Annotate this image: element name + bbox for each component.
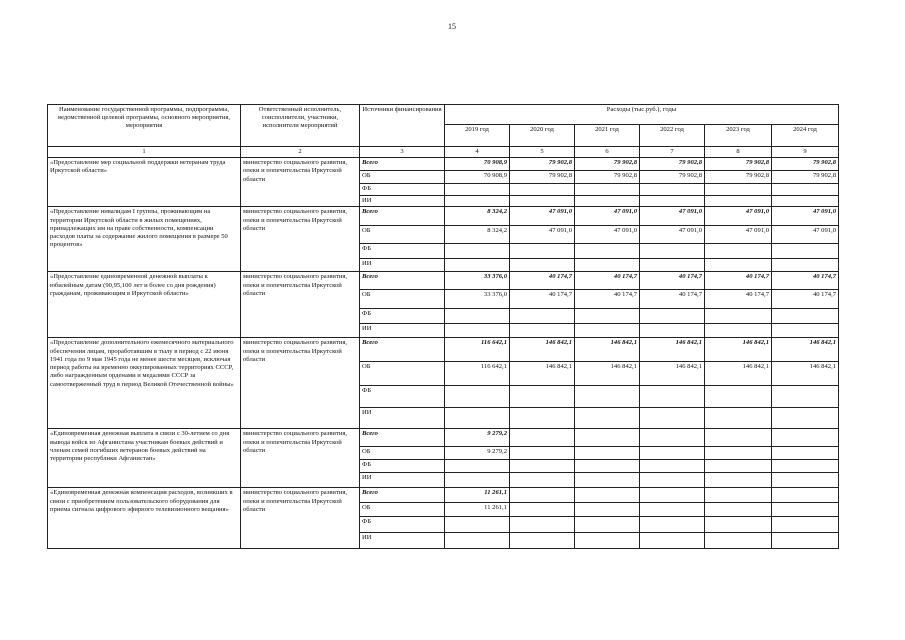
ii-value xyxy=(640,324,705,338)
ii-value xyxy=(772,533,839,549)
table-row xyxy=(48,429,839,447)
total-value: 146 842,1 xyxy=(575,338,640,362)
ii-value xyxy=(575,533,640,549)
total-value: 47 091,0 xyxy=(705,207,772,226)
ob-value xyxy=(510,447,575,460)
total-value xyxy=(575,429,640,447)
total-value xyxy=(575,488,640,503)
funding-source: ОБ xyxy=(360,503,445,517)
column-number: 1 xyxy=(48,147,241,158)
fb-value xyxy=(510,244,575,259)
ii-value xyxy=(510,324,575,338)
fb-value xyxy=(640,517,705,533)
ob-value: 11 261,1 xyxy=(445,503,510,517)
funding-source: Всего xyxy=(360,272,445,290)
total-value: 79 902,8 xyxy=(575,158,640,171)
ob-value: 79 902,8 xyxy=(640,171,705,184)
funding-source: Всего xyxy=(360,429,445,447)
ii-value xyxy=(575,196,640,207)
ii-value xyxy=(772,408,839,429)
fb-value xyxy=(705,460,772,473)
fb-value xyxy=(445,309,510,324)
ob-value: 146 842,1 xyxy=(640,362,705,386)
fb-value xyxy=(445,386,510,408)
fb-value xyxy=(510,517,575,533)
table-row xyxy=(48,207,839,226)
funding-source: ФБ xyxy=(360,244,445,259)
measure-name: «Предоставление мер социальной поддержки ветеранам труда Иркутской области» xyxy=(48,158,241,207)
ob-value: 47 091,0 xyxy=(510,226,575,244)
funding-source: ОБ xyxy=(360,171,445,184)
total-value: 79 902,8 xyxy=(640,158,705,171)
total-value: 146 842,1 xyxy=(705,338,772,362)
fb-value xyxy=(705,517,772,533)
total-value xyxy=(772,429,839,447)
funding-source: ОБ xyxy=(360,226,445,244)
ob-value: 40 174,7 xyxy=(640,290,705,309)
ob-value: 79 902,8 xyxy=(705,171,772,184)
fb-value xyxy=(510,460,575,473)
ob-value: 79 902,8 xyxy=(575,171,640,184)
total-value xyxy=(772,488,839,503)
total-value: 116 642,1 xyxy=(445,338,510,362)
ob-value: 33 376,0 xyxy=(445,290,510,309)
ii-value xyxy=(445,408,510,429)
header-expenses: Расходы (тыс.руб.), годы xyxy=(445,105,839,125)
total-value: 40 174,7 xyxy=(640,272,705,290)
total-value: 47 091,0 xyxy=(510,207,575,226)
ob-value xyxy=(772,447,839,460)
total-value: 79 902,8 xyxy=(772,158,839,171)
ob-value: 9 279,2 xyxy=(445,447,510,460)
funding-source: ФБ xyxy=(360,184,445,196)
ii-value xyxy=(510,408,575,429)
responsible-executor: министерство социального развития, опеки и попечительства Иркутской области xyxy=(241,429,360,488)
header-responsible: Ответственный исполнитель, соисполнители, участники, исполнители мероприятий xyxy=(241,105,360,147)
ii-value xyxy=(640,196,705,207)
total-value xyxy=(640,488,705,503)
column-number: 6 xyxy=(575,147,640,158)
ii-value xyxy=(575,473,640,488)
funding-source: Всего xyxy=(360,158,445,171)
ii-value xyxy=(772,196,839,207)
header-year: 2020 год xyxy=(510,125,575,147)
responsible-executor: министерство социального развития, опеки и попечительства Иркутской области xyxy=(241,338,360,429)
ii-value xyxy=(445,533,510,549)
total-value: 9 279,2 xyxy=(445,429,510,447)
column-number: 4 xyxy=(445,147,510,158)
ob-value: 146 842,1 xyxy=(705,362,772,386)
total-value: 40 174,7 xyxy=(510,272,575,290)
ii-value xyxy=(575,259,640,272)
responsible-executor: министерство социального развития, опеки и попечительства Иркутской области xyxy=(241,488,360,549)
responsible-executor: министерство социального развития, опеки и попечительства Иркутской области xyxy=(241,158,360,207)
ii-value xyxy=(510,533,575,549)
ii-value xyxy=(575,324,640,338)
header-year: 2024 год xyxy=(772,125,839,147)
ii-value xyxy=(772,473,839,488)
fb-value xyxy=(772,244,839,259)
funding-source: ИИ xyxy=(360,473,445,488)
measure-name: «Предоставление инвалидам I группы, проживающим на территории Иркутской области в жилых помещениях, принадлежащих им на праве собственности, компенсации расходов платы за содержание жилого помещения в размере 50 процентов» xyxy=(48,207,241,272)
total-value: 47 091,0 xyxy=(640,207,705,226)
column-number: 7 xyxy=(640,147,705,158)
ob-value: 70 908,9 xyxy=(445,171,510,184)
ii-value xyxy=(705,533,772,549)
responsible-executor: министерство социального развития, опеки и попечительства Иркутской области xyxy=(241,272,360,338)
ii-value xyxy=(640,473,705,488)
measure-name: «Предоставление единовременной денежной выплаты к юбилейным датам (90,95,100 лет и более со дня рождения) гражданам, проживающим в Иркутской области» xyxy=(48,272,241,338)
funding-source: ИИ xyxy=(360,533,445,549)
column-number: 3 xyxy=(360,147,445,158)
ob-value xyxy=(575,447,640,460)
fb-value xyxy=(510,386,575,408)
funding-source: ИИ xyxy=(360,408,445,429)
ii-value xyxy=(705,408,772,429)
table-row xyxy=(48,338,839,362)
ii-value xyxy=(640,408,705,429)
page-number: 15 xyxy=(448,22,456,31)
fb-value xyxy=(640,244,705,259)
total-value: 79 902,8 xyxy=(510,158,575,171)
ob-value xyxy=(510,503,575,517)
fb-value xyxy=(510,309,575,324)
ob-value: 40 174,7 xyxy=(772,290,839,309)
funding-source: Всего xyxy=(360,488,445,503)
fb-value xyxy=(445,244,510,259)
ii-value xyxy=(445,196,510,207)
ii-value xyxy=(640,259,705,272)
fb-value xyxy=(575,184,640,196)
total-value: 40 174,7 xyxy=(575,272,640,290)
header-name: Наименование государственной программы, подпрограммы, ведомственной целевой программы, основного мероприятия, мероприятия xyxy=(48,105,241,147)
fb-value xyxy=(640,386,705,408)
ii-value xyxy=(445,259,510,272)
ob-value: 47 091,0 xyxy=(575,226,640,244)
ii-value xyxy=(445,324,510,338)
fb-value xyxy=(640,309,705,324)
total-value xyxy=(640,429,705,447)
header-year: 2022 год xyxy=(640,125,705,147)
fb-value xyxy=(575,309,640,324)
ii-value xyxy=(772,324,839,338)
fb-value xyxy=(772,386,839,408)
ob-value: 47 091,0 xyxy=(705,226,772,244)
ii-value xyxy=(705,259,772,272)
funding-source: ФБ xyxy=(360,309,445,324)
fb-value xyxy=(772,517,839,533)
ob-value: 40 174,7 xyxy=(705,290,772,309)
fb-value xyxy=(705,309,772,324)
column-number: 2 xyxy=(241,147,360,158)
total-value: 47 091,0 xyxy=(575,207,640,226)
total-value xyxy=(705,488,772,503)
ob-value xyxy=(640,447,705,460)
fb-value xyxy=(772,184,839,196)
ob-value: 146 842,1 xyxy=(772,362,839,386)
ob-value xyxy=(772,503,839,517)
funding-source: ИИ xyxy=(360,196,445,207)
ob-value: 40 174,7 xyxy=(510,290,575,309)
fb-value xyxy=(445,517,510,533)
ii-value xyxy=(575,408,640,429)
header-year: 2021 год xyxy=(575,125,640,147)
fb-value xyxy=(575,460,640,473)
total-value: 40 174,7 xyxy=(772,272,839,290)
ob-value xyxy=(705,447,772,460)
total-value xyxy=(705,429,772,447)
funding-source: ФБ xyxy=(360,460,445,473)
ob-value: 47 091,0 xyxy=(772,226,839,244)
fb-value xyxy=(705,244,772,259)
funding-source: ИИ xyxy=(360,324,445,338)
ii-value xyxy=(510,196,575,207)
fb-value xyxy=(575,517,640,533)
column-number: 8 xyxy=(705,147,772,158)
fb-value xyxy=(445,184,510,196)
fb-value xyxy=(705,386,772,408)
funding-source: ИИ xyxy=(360,259,445,272)
ii-value xyxy=(445,473,510,488)
fb-value xyxy=(510,184,575,196)
total-value: 40 174,7 xyxy=(705,272,772,290)
fb-value xyxy=(640,460,705,473)
total-value: 11 261,1 xyxy=(445,488,510,503)
ob-value: 79 902,8 xyxy=(510,171,575,184)
ii-value xyxy=(640,533,705,549)
funding-source: ОБ xyxy=(360,447,445,460)
funding-source: ОБ xyxy=(360,362,445,386)
funding-source: ОБ xyxy=(360,290,445,309)
funding-source: Всего xyxy=(360,338,445,362)
table-row xyxy=(48,158,839,171)
header-year: 2019 год xyxy=(445,125,510,147)
total-value: 146 842,1 xyxy=(640,338,705,362)
fb-value xyxy=(575,244,640,259)
ii-value xyxy=(705,324,772,338)
ob-value: 146 842,1 xyxy=(510,362,575,386)
ii-value xyxy=(510,473,575,488)
ob-value: 79 902,8 xyxy=(772,171,839,184)
ob-value xyxy=(575,503,640,517)
column-number: 9 xyxy=(772,147,839,158)
measure-name: «Единовременная денежная компенсация расходов, возникших в связи с приобретением пользовательского оборудования для приема сигнала цифрового эфирного телевизионного вещания» xyxy=(48,488,241,549)
ob-value: 40 174,7 xyxy=(575,290,640,309)
fb-value xyxy=(772,460,839,473)
table-row xyxy=(48,488,839,503)
ob-value: 8 324,2 xyxy=(445,226,510,244)
ii-value xyxy=(705,473,772,488)
total-value: 146 842,1 xyxy=(510,338,575,362)
ii-value xyxy=(510,259,575,272)
budget-table xyxy=(47,104,839,549)
funding-source: Всего xyxy=(360,207,445,226)
total-value: 79 902,8 xyxy=(705,158,772,171)
funding-source: ФБ xyxy=(360,517,445,533)
total-value: 33 376,0 xyxy=(445,272,510,290)
ii-value xyxy=(705,196,772,207)
fb-value xyxy=(705,184,772,196)
ob-value xyxy=(705,503,772,517)
column-number: 5 xyxy=(510,147,575,158)
measure-name: «Единовременная денежная выплата в связи с 30-летием со дня вывода войск из Афганистана участникам боевых действий и членам семей погибших ветеранов боевых действий на территории республики Афганистан» xyxy=(48,429,241,488)
ob-value: 116 642,1 xyxy=(445,362,510,386)
ob-value: 146 842,1 xyxy=(575,362,640,386)
total-value xyxy=(510,488,575,503)
ob-value xyxy=(640,503,705,517)
fb-value xyxy=(445,460,510,473)
total-value: 8 324,2 xyxy=(445,207,510,226)
fb-value xyxy=(640,184,705,196)
header-year: 2023 год xyxy=(705,125,772,147)
fb-value xyxy=(772,309,839,324)
total-value: 70 908,9 xyxy=(445,158,510,171)
header-sources: Источники финансирования xyxy=(360,105,445,147)
total-value: 47 091,0 xyxy=(772,207,839,226)
funding-source: ФБ xyxy=(360,386,445,408)
total-value xyxy=(510,429,575,447)
total-value: 146 842,1 xyxy=(772,338,839,362)
table-row xyxy=(48,272,839,290)
fb-value xyxy=(575,386,640,408)
ii-value xyxy=(772,259,839,272)
measure-name: «Предоставление дополнительного ежемесячного материального обеспечения лицам, проработавшим в тылу в период с 22 июня 1941 года по 9 мая 1945 года не менее шести месяцев, исключая период работы на временно оккупированных территориях СССР, либо награжденным орденами и медалями СССР за самоотверженный труд в период Великой Отечественной войны» xyxy=(48,338,241,429)
ob-value: 47 091,0 xyxy=(640,226,705,244)
responsible-executor: министерство социального развития, опеки и попечительства Иркутской области xyxy=(241,207,360,272)
